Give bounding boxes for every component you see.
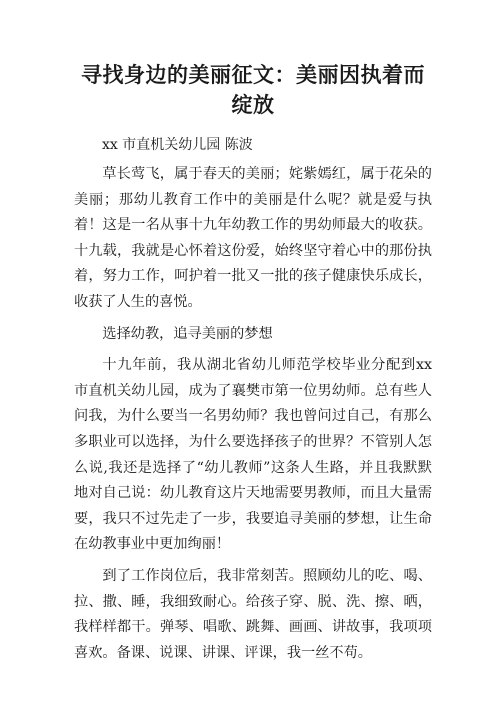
document-title: 寻找身边的美丽征文：美丽因执着而绽放 bbox=[81, 62, 425, 117]
paragraph-work: 到了工作岗位后，我非常刻苦。照顾幼儿的吃、喝、拉、撒、睡，我细致耐心。给孩子穿、脱、洗、擦、晒，我样样都干。弹琴、唱歌、跳舞、画画、讲故事，我项项喜欢。备课、说课、讲课、评课，我一丝不苟。 bbox=[74, 567, 432, 661]
paragraph-choice: 十九年前，我从湖北省幼儿师范学校毕业分配到xx 市直机关幼儿园，成为了襄樊市第一位男幼师。总有些人问我，为什么要当一名男幼师？我也曾问过自己，有那么多职业可以选择，为什么要选择孩子的世界？不管别人怎么说,我还是选择了“幼儿教师”这条人生路，并且我默默地对自己说：幼儿教育这片天地需要男教师，而且大量需要，我只不过先走了一步，我要追寻美丽的梦想，让生命在幼教事业中更加绚丽！ bbox=[74, 357, 432, 553]
author-line: xx 市直机关幼儿园 陈波 bbox=[102, 137, 253, 153]
section-heading: 选择幼教，追寻美丽的梦想 bbox=[102, 325, 273, 342]
paragraph-intro: 草长莺飞，属于春天的美丽；姹紫嫣红，属于花朵的美丽；那幼儿教育工作中的美丽是什么呢？就是爱与执着！这是一名从事十九年幼教工作的男幼师最大的收获。十九载，我就是心怀着这份爱，始终坚守着心中的那份执着，努力工作，呵护着一批又一批的孩子健康快乐成长，收获了人生的喜悦。 bbox=[74, 166, 432, 310]
